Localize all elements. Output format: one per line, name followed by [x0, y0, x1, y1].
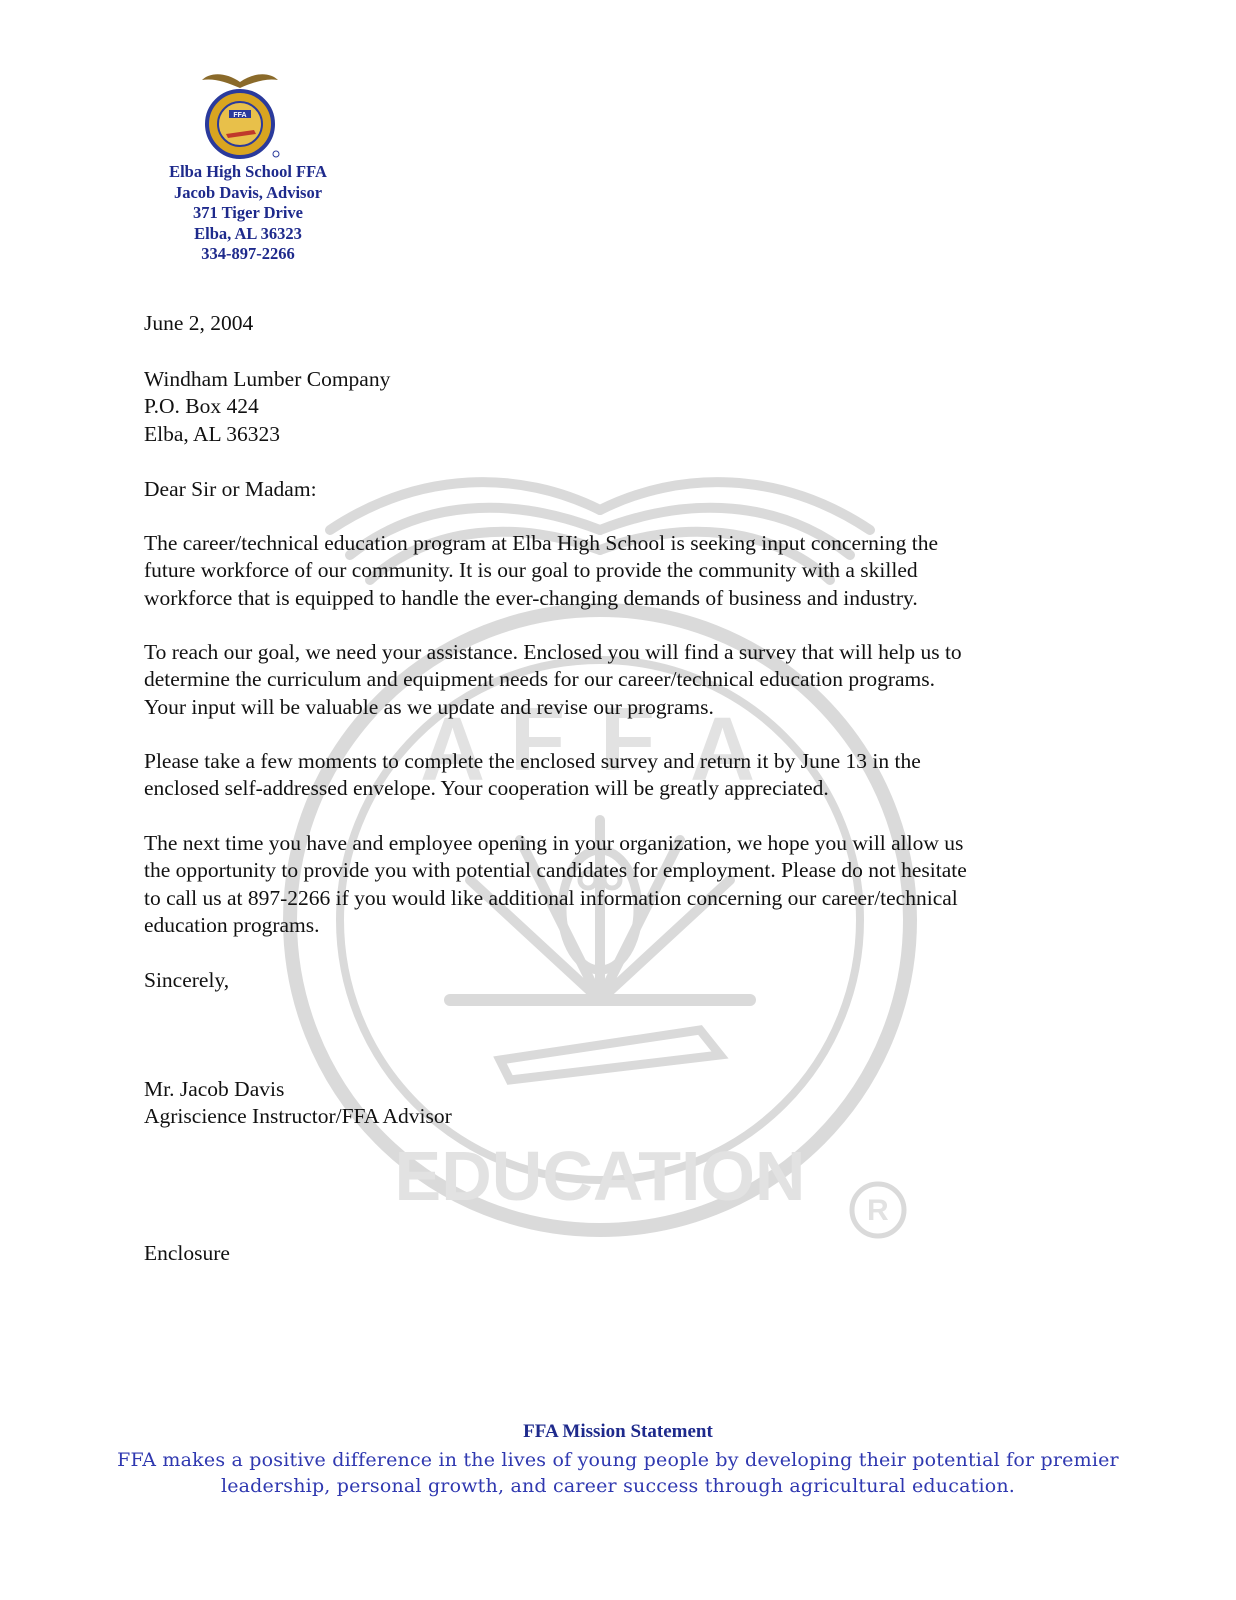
paragraph-line: future workforce of our community. It is our goal to provide the community with a skilled — [144, 558, 918, 583]
svg-text:F: F — [510, 690, 565, 790]
street-address: 371 Tiger Drive — [193, 203, 303, 222]
paragraph-line: Your input will be valuable as we update and revise our programs. — [144, 694, 714, 719]
paragraph-line: determine the curriculum and equipment needs for our career/technical education programs. — [144, 667, 935, 692]
mission-line: FFA makes a positive difference in the lives of young people by developing their potential for premier — [117, 1449, 1119, 1471]
recipient-line: Elba, AL 36323 — [144, 421, 280, 446]
phone-number: 334-897-2266 — [201, 244, 295, 263]
ffa-emblem-logo — [196, 68, 284, 160]
recipient-line: Windham Lumber Company — [144, 367, 391, 391]
enclosure-note: Enclosure — [144, 1241, 230, 1265]
city-state-zip: Elba, AL 36323 — [194, 223, 302, 243]
watermark-word: EDUCATION — [394, 1137, 806, 1215]
paragraph-2 — [144, 639, 1104, 721]
signer-name: Mr. Jacob Davis — [144, 1077, 285, 1101]
paragraph-line: education programs. — [144, 913, 320, 938]
svg-text:F: F — [600, 690, 655, 790]
mission-title: FFA Mission Statement — [523, 1421, 713, 1442]
signer-title: Agriscience Instructor/FFA Advisor — [144, 1104, 452, 1129]
paragraph-line: to call us at 897-2266 if you would like additional information concerning our career/technical — [144, 885, 958, 910]
org-name: Elba High School FFA — [169, 162, 327, 181]
paragraph-line: Please take a few moments to complete the enclosed survey and return it by June 13 in the — [144, 749, 921, 773]
salutation: Dear Sir or Madam: — [144, 477, 317, 501]
paragraph-3 — [144, 748, 1104, 803]
letterhead — [110, 162, 386, 265]
paragraph-line: the opportunity to provide you with potential candidates for employment. Please do not hesitate — [144, 858, 967, 883]
paragraph-line: To reach our goal, we need your assistance. Enclosed you will find a survey that will help us to — [144, 640, 962, 664]
paragraph-line: The next time you have and employee opening in your organization, we hope you will allow us — [144, 831, 964, 855]
signature-block — [144, 1076, 1104, 1131]
recipient-line: P.O. Box 424 — [144, 394, 259, 419]
letter-date: June 2, 2004 — [144, 311, 254, 335]
closing: Sincerely, — [144, 968, 230, 992]
advisor-name: Jacob Davis, Advisor — [173, 182, 323, 202]
paragraph-1 — [144, 530, 1104, 612]
paragraph-4 — [144, 830, 1104, 940]
mission-statement — [0, 1447, 1236, 1499]
mission-line: leadership, personal growth, and career success through agricultural education. — [220, 1475, 1016, 1497]
paragraph-line: workforce that is equipped to handle the ever-changing demands of business and industry. — [144, 585, 918, 610]
svg-text:R: R — [867, 1194, 889, 1227]
emblem-text: FFA — [233, 112, 247, 119]
recipient-address — [144, 366, 1104, 448]
svg-text:A: A — [420, 700, 485, 800]
svg-text:A: A — [690, 700, 755, 800]
paragraph-line: The career/technical education program at Elba High School is seeking input concerning the — [144, 531, 939, 555]
paragraph-line: enclosed self-addressed envelope. Your cooperation will be greatly appreciated. — [144, 776, 829, 801]
